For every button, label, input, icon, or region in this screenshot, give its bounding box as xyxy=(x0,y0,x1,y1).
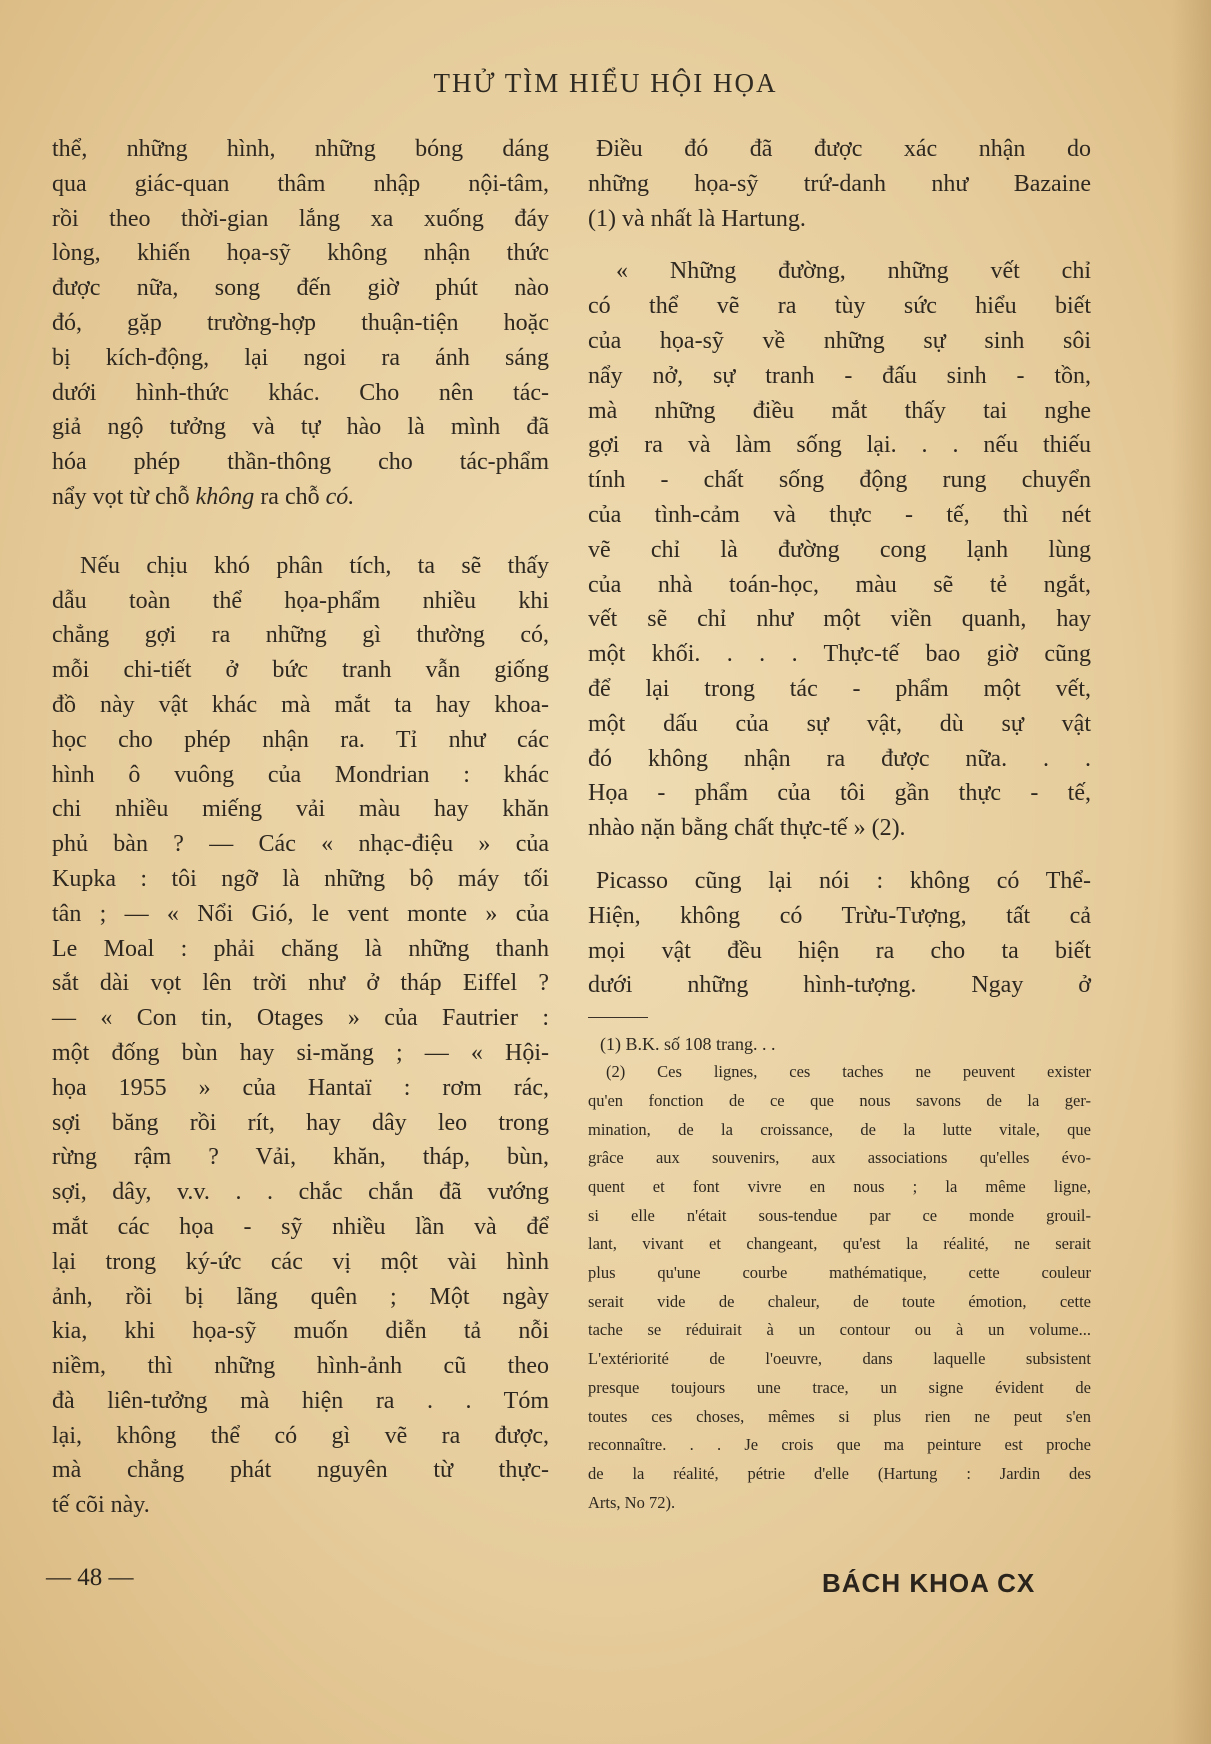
quote-line: vẽ chỉ là đường cong lạnh lùng xyxy=(588,536,1091,563)
quote-line: « Những đường, những vết chỉ xyxy=(616,258,1091,285)
footnote-2-line: toutes ces choses, mêmes si plus rien ne peut s'en xyxy=(588,1406,1091,1426)
right-paragraph-3-line: Hiện, không có Trừu-Tượng, tất cả xyxy=(588,902,1091,929)
left-paragraph-2-line: sợi băng rồi rít, hay dây leo trong xyxy=(52,1109,549,1136)
left-paragraph-2-line: Nếu chịu khó phân tích, ta sẽ thấy xyxy=(80,552,549,579)
footnote-2-line: reconnaître. . . Je crois que ma peinture est proche xyxy=(588,1435,1091,1455)
left-paragraph-2-line: Kupka : tôi ngỡ là những bộ máy tối xyxy=(52,865,549,892)
quote-line: đó không nhận ra được nữa. . . xyxy=(588,745,1091,772)
left-paragraph-2-line: ảnh, rồi bị lãng quên ; Một ngày xyxy=(52,1283,549,1310)
quote-hartung xyxy=(588,254,1091,846)
footnote-2-line: Arts, No 72). xyxy=(588,1492,676,1512)
italic-word: không xyxy=(195,483,255,510)
left-paragraph-2-line: mà chẳng phát nguyên từ thực- xyxy=(52,1457,549,1484)
left-paragraph-2-line: phủ bàn ? — Các « nhạc-điệu » của xyxy=(52,831,549,858)
left-paragraph-2-line: chẳng gợi ra những gì thường có, xyxy=(52,622,549,649)
page-number: — 48 — xyxy=(46,1564,134,1591)
quote-line: mà những điều mắt thấy tai nghe xyxy=(588,397,1091,424)
left-paragraph-2-line: Le Moal : phải chăng là những thanh xyxy=(52,935,549,962)
left-paragraph-2-line: sắt dài vọt lên trời như ở tháp Eiffel ? xyxy=(52,970,549,997)
footnote-2-line: grâce aux souvenirs, aux associations qu'elles évo- xyxy=(588,1148,1091,1168)
left-paragraph-2-line: rừng rậm ? Vải, khăn, tháp, bùn, xyxy=(52,1144,549,1171)
right-paragraph-3-line: mọi vật đều hiện ra cho ta biết xyxy=(588,937,1091,964)
left-paragraph-1-text: ra chỗ xyxy=(254,483,326,510)
footnote-2-line: mination, de la croissance, de la lutte vitale, que xyxy=(588,1119,1091,1139)
left-paragraph-1-line xyxy=(52,480,549,515)
footnote-2-line: de la réalité, pétrie d'elle (Hartung : Jardin des xyxy=(588,1463,1091,1483)
quote-line: của tình-cảm và thực - tế, thì nét xyxy=(588,501,1091,528)
footnote-rule xyxy=(588,1017,648,1018)
quote-line: nhào nặn bằng chất thực-tế » (2). xyxy=(588,815,906,842)
quote-line: một khối. . . . Thực-tế bao giờ cũng xyxy=(588,641,1091,668)
quote-line: Họa - phẩm của tôi gần thực - tế, xyxy=(588,780,1091,807)
left-paragraph-2-line: mỗi chi-tiết ở bức tranh vẫn giống xyxy=(52,657,549,684)
left-paragraph-1-line: qua giác-quan thâm nhập nội-tâm, xyxy=(52,170,549,197)
left-paragraph-1-line: rồi theo thời-gian lắng xa xuống đáy xyxy=(52,205,549,232)
left-paragraph-2-line: chi nhiều miếng vải màu hay khăn xyxy=(52,796,549,823)
left-paragraph-1-line: hóa phép thần-thông cho tác-phẩm xyxy=(52,449,549,476)
left-paragraph-1-line: đó, gặp trường-hợp thuận-tiện hoặc xyxy=(52,309,549,336)
footnote-1: (1) B.K. số 108 trang. . . xyxy=(600,1034,776,1055)
left-paragraph-2-line: tân ; — « Nổi Gió, le vent monte » của xyxy=(52,900,549,927)
left-paragraph-2-line: đồ này vật khác mà mắt ta hay khoa- xyxy=(52,691,549,718)
quote-line: gợi ra và làm sống lại. . . nếu thiếu xyxy=(588,432,1091,459)
footnote-2-line: L'extériorité de l'oeuvre, dans laquelle subsistent xyxy=(588,1349,1091,1369)
quote-line: có thể vẽ ra tùy sức hiểu biết xyxy=(588,293,1091,320)
left-paragraph-2-line: dẫu toàn thể họa-phẩm nhiều khi xyxy=(52,587,549,614)
left-column xyxy=(52,132,549,1523)
right-paragraph-1-line: (1) và nhất là Hartung. xyxy=(588,205,806,232)
left-paragraph-2-line: mắt các họa - sỹ nhiều lần và để xyxy=(52,1213,549,1240)
right-paragraph-1-line: Điều đó đã được xác nhận do xyxy=(596,136,1091,162)
footnote-2-line: serait vide de chaleur, de toute émotion, cette xyxy=(588,1291,1091,1311)
quote-line: của nhà toán-học, màu sẽ tẻ ngắt, xyxy=(588,571,1091,598)
left-paragraph-1-line: được nữa, song đến giờ phút nào xyxy=(52,275,549,302)
footnote-2-line: plus qu'une courbe mathématique, cette couleur xyxy=(588,1263,1091,1283)
right-paragraph-3-line: Picasso cũng lại nói : không có Thể- xyxy=(596,867,1091,894)
left-paragraph-1 xyxy=(52,132,549,515)
quote-line: của họa-sỹ về những sự sinh sôi xyxy=(588,327,1091,354)
right-paragraph-3-line: dưới những hình-tượng. Ngay ở xyxy=(588,972,1091,999)
footnote-2 xyxy=(588,1058,1091,1517)
left-paragraph-2-line: lại trong ký-ức các vị một vài hình xyxy=(52,1248,549,1275)
left-paragraph-1-text: nẩy vọt từ chỗ xyxy=(52,483,196,510)
footnote-2-line: qu'en fonction de ce que nous savons de la ger- xyxy=(588,1090,1091,1110)
left-paragraph-1-line: dưới hình-thức khác. Cho nên tác- xyxy=(52,379,549,406)
quote-line: để lại trong tác - phẩm một vết, xyxy=(588,675,1091,702)
italic-word: có. xyxy=(325,483,355,510)
left-paragraph-2 xyxy=(52,549,549,1523)
quote-line: vết sẽ chỉ như một viền quanh, hay xyxy=(588,606,1091,633)
footnote-2-line: (2) Ces lignes, ces taches ne peuvent exister xyxy=(606,1062,1091,1082)
left-paragraph-2-line: tế cõi này. xyxy=(52,1492,150,1519)
left-paragraph-2-line: niềm, thì những hình-ảnh cũ theo xyxy=(52,1353,549,1380)
page-edge-shadow xyxy=(1171,0,1211,1744)
masthead: BÁCH KHOA CX xyxy=(822,1568,1036,1598)
footnote-2-line: si elle n'était sous-tendue par ce monde grouil- xyxy=(588,1205,1091,1225)
left-paragraph-2-line: hình ô vuông của Mondrian : khác xyxy=(52,761,549,788)
footnote-2-line: lant, vivant et changeant, qu'est la réalité, ne serait xyxy=(588,1234,1091,1254)
quote-line: tính - chất sống động rung chuyển xyxy=(588,467,1091,494)
left-paragraph-2-line: họa 1955 » của Hantaï : rơm rác, xyxy=(52,1074,549,1101)
left-paragraph-1-line: lòng, khiến họa-sỹ không nhận thức xyxy=(52,240,549,267)
left-paragraph-2-line: học cho phép nhận ra. Tỉ như các xyxy=(52,726,549,753)
left-paragraph-2-line: đà liên-tưởng mà hiện ra . . Tóm xyxy=(52,1387,549,1414)
right-paragraph-1 xyxy=(588,132,1091,236)
right-column xyxy=(588,132,1091,1517)
footnote-2-line: tache se réduirait à un contour ou à un volume... xyxy=(588,1320,1091,1340)
left-paragraph-1-line: bị kích-động, lại ngoi ra ánh sáng xyxy=(52,344,549,371)
left-paragraph-2-line: sợi, dây, v.v. . . chắc chắn đã vướng xyxy=(52,1179,549,1206)
right-paragraph-3 xyxy=(588,864,1091,1003)
left-paragraph-2-line: kia, khi họa-sỹ muốn diễn tả nỗi xyxy=(52,1318,549,1345)
quote-line: nẩy nở, sự tranh - đấu sinh - tồn, xyxy=(588,362,1091,389)
quote-line: một dấu của sự vật, dù sự vật xyxy=(588,710,1091,737)
footnote-2-line: quent et font vivre en nous ; la même ligne, xyxy=(588,1176,1091,1196)
left-paragraph-1-line: thể, những hình, những bóng dáng xyxy=(52,136,549,162)
left-paragraph-2-line: một đống bùn hay si-măng ; — « Hội- xyxy=(52,1039,549,1066)
left-paragraph-1-line: giả ngộ tưởng và tự hào là mình đã xyxy=(52,414,549,441)
running-head: THỬ TÌM HIỂU HỘI HỌA xyxy=(433,68,778,98)
footnote-2-line: presque toujours une trace, un signe évident de xyxy=(588,1377,1091,1397)
left-paragraph-2-line: — « Con tin, Otages » của Fautrier : xyxy=(52,1005,549,1032)
left-paragraph-2-line: lại, không thể có gì vẽ ra được, xyxy=(52,1422,549,1449)
right-paragraph-1-line: những họa-sỹ trứ-danh như Bazaine xyxy=(588,170,1091,197)
